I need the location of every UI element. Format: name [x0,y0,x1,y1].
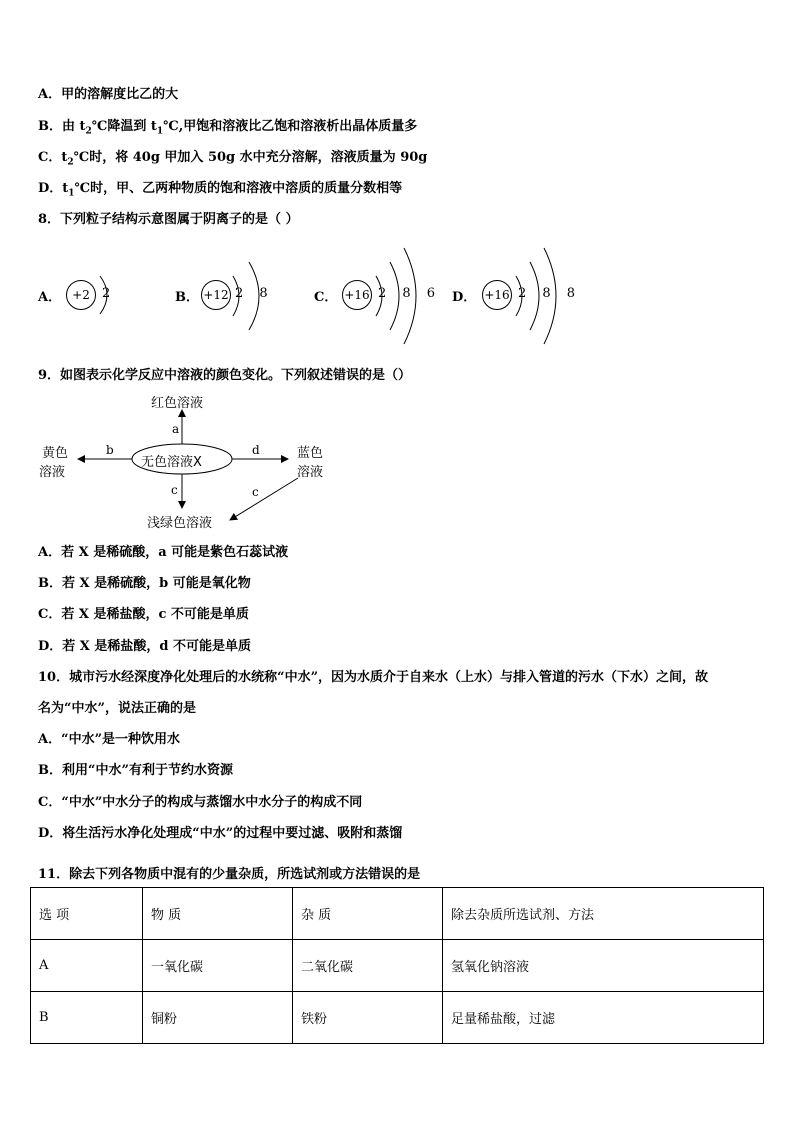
table-cell: 铜粉 [143,992,293,1044]
arrow-label-a: a [172,422,180,436]
electron-count: 2 8 [235,286,274,301]
center-solution-label: 无色溶液X [141,455,202,470]
nucleus: +16 [482,280,512,310]
table-cell: 足量稀盐酸，过滤 [443,992,764,1044]
q9-option-b: B．若 X 是稀硫酸，b 可能是氧化物 [38,576,251,591]
q7-option-b: B．由 $t_2℃$降温到 $t_1℃$,甲饱和溶液比乙饱和溶液析出晶体质量多 [38,119,418,137]
q9-stem: 9．如图表示化学反应中溶液的颜色变化。下列叙述错误的是（） [38,368,412,383]
q8-option-d [452,280,652,310]
arrow-label-b: b [106,443,114,457]
q9-option-c: C．若 X 是稀盐酸，c 不可能是单质 [38,607,249,622]
left-solution-label-1: 黄色 [42,446,69,461]
electron-count: 2 8 8 [518,286,582,301]
arrow-label-d: d [252,443,260,457]
electron-count: 2 [102,286,117,301]
table-cell: A [31,940,143,992]
q11-stem: 11．除去下列各物质中混有的少量杂质，所选试剂或方法错误的是 [38,867,421,882]
right-solution-label-1: 蓝色 [297,446,324,461]
table-cell: 氢氧化钠溶液 [443,940,764,992]
impurity-removal-table [30,887,764,1044]
table-row [31,940,764,992]
q9-option-a: A．若 X 是稀硫酸，a 可能是紫色石蕊试液 [38,545,289,560]
q7-option-c: C．$t_2℃$时，将 40g 甲加入 50g 水中充分溶解，溶液质量为 90g [38,150,428,168]
table-cell: B [31,992,143,1044]
left-solution-label-2: 溶液 [39,465,66,480]
nucleus: +2 [66,280,96,310]
color-change-diagram [30,388,350,531]
electron-count: 2 8 6 [378,286,442,301]
q10-option-b: B．利用“中水”有利于节约水资源 [38,763,233,778]
option-label: D． [452,290,477,305]
header-cell: 物 质 [143,888,293,940]
header-cell: 除去杂质所选试剂、方法 [443,888,764,940]
table-cell: 铁粉 [293,992,443,1044]
bottom-solution-label: 浅绿色溶液 [147,516,213,531]
q7-option-d: D．$t_1℃$时，甲、乙两种物质的饱和溶液中溶质的质量分数相等 [38,181,403,199]
right-solution-label-2: 溶液 [297,465,324,480]
q8-stem: 8．下列粒子结构示意图属于阴离子的是（ ） [38,212,299,227]
table-header-row [31,888,764,940]
q10-option-d: D．将生活污水净化处理成“中水”的过程中要过滤、吸附和蒸馏 [38,826,403,841]
option-label: A． [38,290,62,305]
top-solution-label: 红色溶液 [151,396,204,411]
arrow-label-c-bottom: c [171,483,178,497]
nucleus: +12 [201,280,231,310]
q10-option-c: C．“中水”中水分子的构成与蒸馏水中水分子的构成不同 [38,795,363,810]
option-label: C． [314,290,338,305]
q7-option-a: A．甲的溶解度比乙的大 [38,87,179,102]
option-label: B． [175,290,199,305]
table-cell: 二氧化碳 [293,940,443,992]
header-cell: 选 项 [31,888,143,940]
q10-stem-line-2: 名为“中水”，说法正确的是 [38,701,196,716]
table-row [31,992,764,1044]
q9-option-d: D．若 X 是稀盐酸，d 不可能是单质 [38,639,252,654]
table-cell: 一氧化碳 [143,940,293,992]
arrow-label-c-right: c [252,485,259,499]
nucleus: +16 [342,280,372,310]
header-cell: 杂 质 [293,888,443,940]
q10-option-a: A．“中水”是一种饮用水 [38,732,181,747]
q10-stem-line-1: 10．城市污水经深度净化处理后的水统称“中水”，因为水质介于自来水（上水）与排入管道的污水（下水）之间，故 [38,670,709,685]
